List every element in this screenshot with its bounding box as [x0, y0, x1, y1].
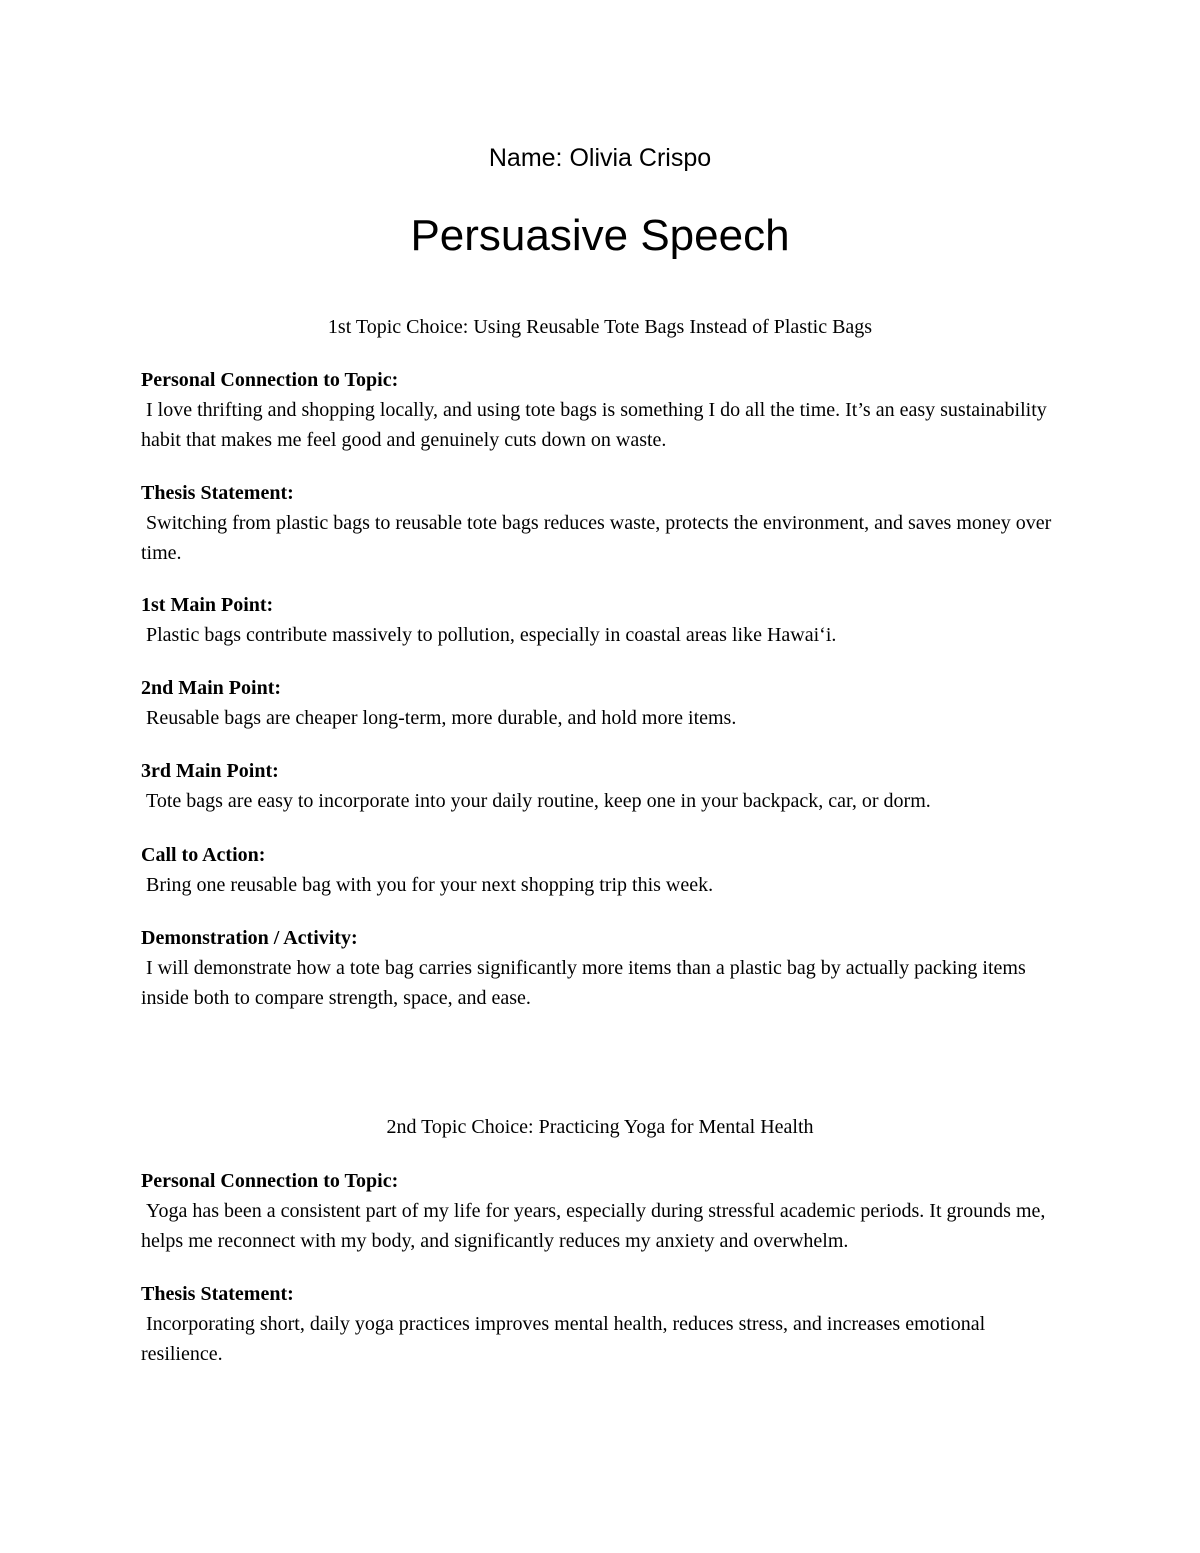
topic-1-personal-connection — [141, 365, 1061, 455]
topic-1-heading: 1st Topic Choice: Using Reusable Tote Bags Instead of Plastic Bags — [327, 316, 873, 338]
topic-1-main-point-3 — [141, 756, 1061, 816]
section-label: 3rd Main Point: — [141, 760, 279, 782]
section-label: Call to Action: — [141, 844, 266, 866]
section-label: Demonstration / Activity: — [141, 927, 358, 949]
section-label: Personal Connection to Topic: — [141, 1170, 399, 1192]
section-body: Switching from plastic bags to reusable tote bags reduces waste, protects the environment, and saves money over time. — [141, 512, 1057, 564]
section-label: Thesis Statement: — [141, 482, 294, 504]
section-label: Personal Connection to Topic: — [141, 369, 399, 391]
section-body: Plastic bags contribute massively to pollution, especially in coastal areas like Hawaiʻi. — [141, 624, 837, 646]
section-body: Yoga has been a consistent part of my life for years, especially during stressful academic periods. It grounds me, helps me reconnect with my body, and significantly reduces my anxiety and overwhelm. — [141, 1200, 1051, 1252]
page-title: Persuasive Speech — [410, 211, 790, 260]
section-label: 1st Main Point: — [141, 594, 274, 616]
section-body: Bring one reusable bag with you for your next shopping trip this week. — [141, 874, 714, 896]
section-body: Reusable bags are cheaper long-term, more durable, and hold more items. — [141, 707, 737, 729]
topic-1-main-point-1 — [141, 590, 1061, 650]
section-label: 2nd Main Point: — [141, 677, 282, 699]
topic-1-call-to-action — [141, 840, 1061, 900]
topic-1-demonstration — [141, 923, 1061, 1013]
topic-1-thesis-statement — [141, 478, 1061, 568]
section-body: I love thrifting and shopping locally, and using tote bags is something I do all the time. It’s an easy sustainability habit that makes me feel good and genuinely cuts down on waste. — [141, 399, 1052, 451]
section-body: Incorporating short, daily yoga practices improves mental health, reduces stress, and increases emotional resilience. — [141, 1313, 991, 1365]
section-body: I will demonstrate how a tote bag carries significantly more items than a plastic bag by actually packing items inside both to compare strength, space, and ease. — [141, 957, 1031, 1009]
section-body: Tote bags are easy to incorporate into your daily routine, keep one in your backpack, car, or dorm. — [141, 790, 931, 812]
topic-2-thesis-statement — [141, 1279, 1061, 1369]
topic-2-personal-connection — [141, 1166, 1061, 1256]
section-label: Thesis Statement: — [141, 1283, 294, 1305]
author-name: Name: Olivia Crispo — [488, 144, 712, 172]
topic-2-heading: 2nd Topic Choice: Practicing Yoga for Mental Health — [386, 1116, 814, 1138]
topic-1-main-point-2 — [141, 673, 1061, 733]
